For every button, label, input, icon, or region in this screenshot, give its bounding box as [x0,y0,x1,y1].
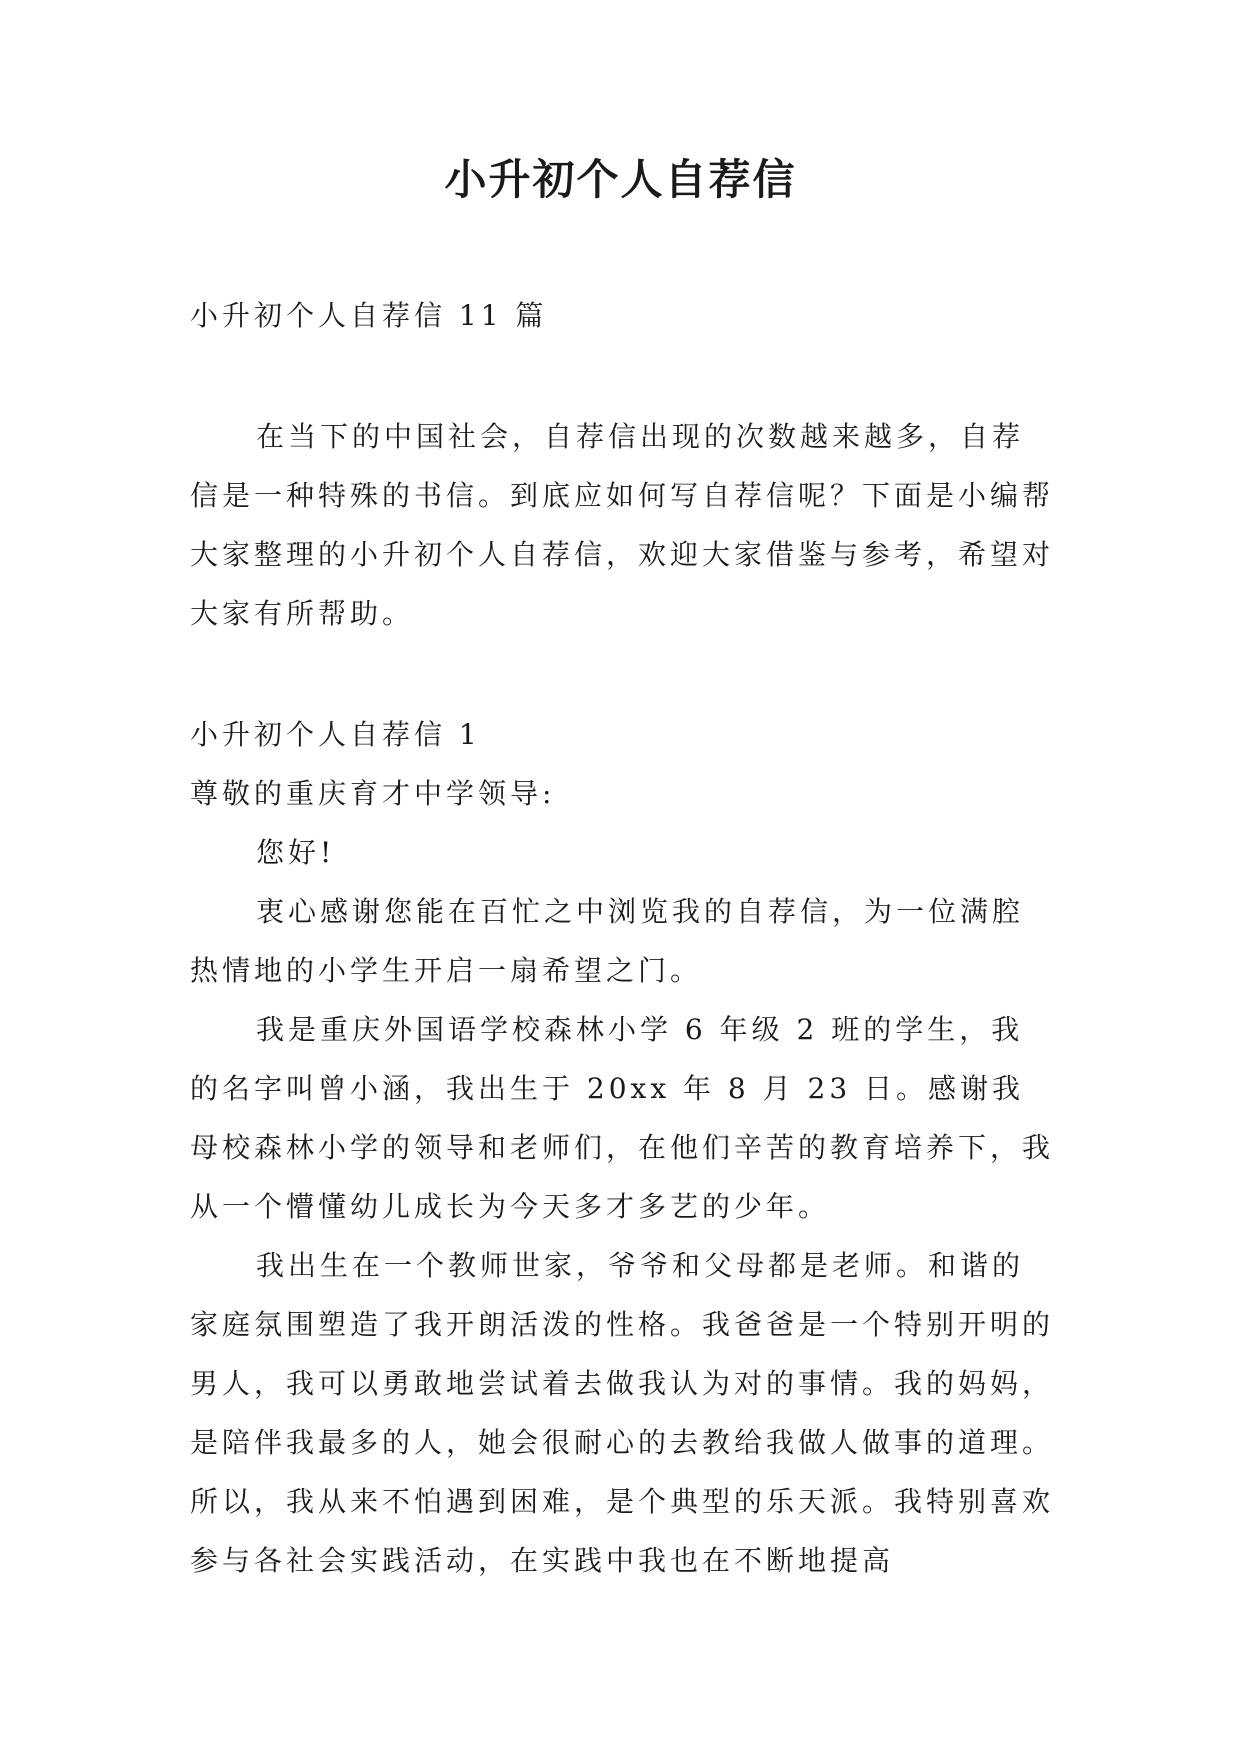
letter-salutation: 尊敬的重庆育才中学领导: [190,777,556,810]
body-paragraph-1: 衷心感谢您能在百忙之中浏览我的自荐信，为一位满腔热情地的小学生开启一扇希望之门。 [190,895,1025,987]
intro-paragraph: 在当下的中国社会，自荐信出现的次数越来越多，自荐信是一种特殊的书信。到底应如何写自荐信呢？下面是小编帮大家整理的小升初个人自荐信，欢迎大家借鉴与参考，希望对大家有所帮助。 [190,420,1055,630]
section-title: 小升初个人自荐信 1 [190,718,481,751]
document-title: 小升初个人自荐信 [444,155,797,204]
body-paragraph-3: 我出生在一个教师世家，爷爷和父母都是老师。和谐的家庭氛围塑造了我开朗活泼的性格。我爸爸是一个特别开明的男人，我可以勇敢地尝试着去做我认为对的事情。我的妈妈，是陪伴我最多的人，她会很耐心的去教给我做人做事的道理。所以，我从来不怕遇到困难，是个典型的乐天派。我特别喜欢参与各社会实践活动，在实践中我也在不断地提高 [190,1249,1055,1577]
letter-greeting: 您好! [256,836,336,869]
document-body [190,286,1055,1590]
document-subtitle: 小升初个人自荐信 11 篇 [190,299,548,332]
body-paragraph-2: 我是重庆外国语学校森林小学 6 年级 2 班的学生，我的名字叫曾小涵，我出生于 20xx 年 8 月 23 日。感谢我母校森林小学的领导和老师们，在他们辛苦的教育培养下，我从一个懵懂幼儿成长为今天多才多艺的少年。 [190,1013,1055,1223]
